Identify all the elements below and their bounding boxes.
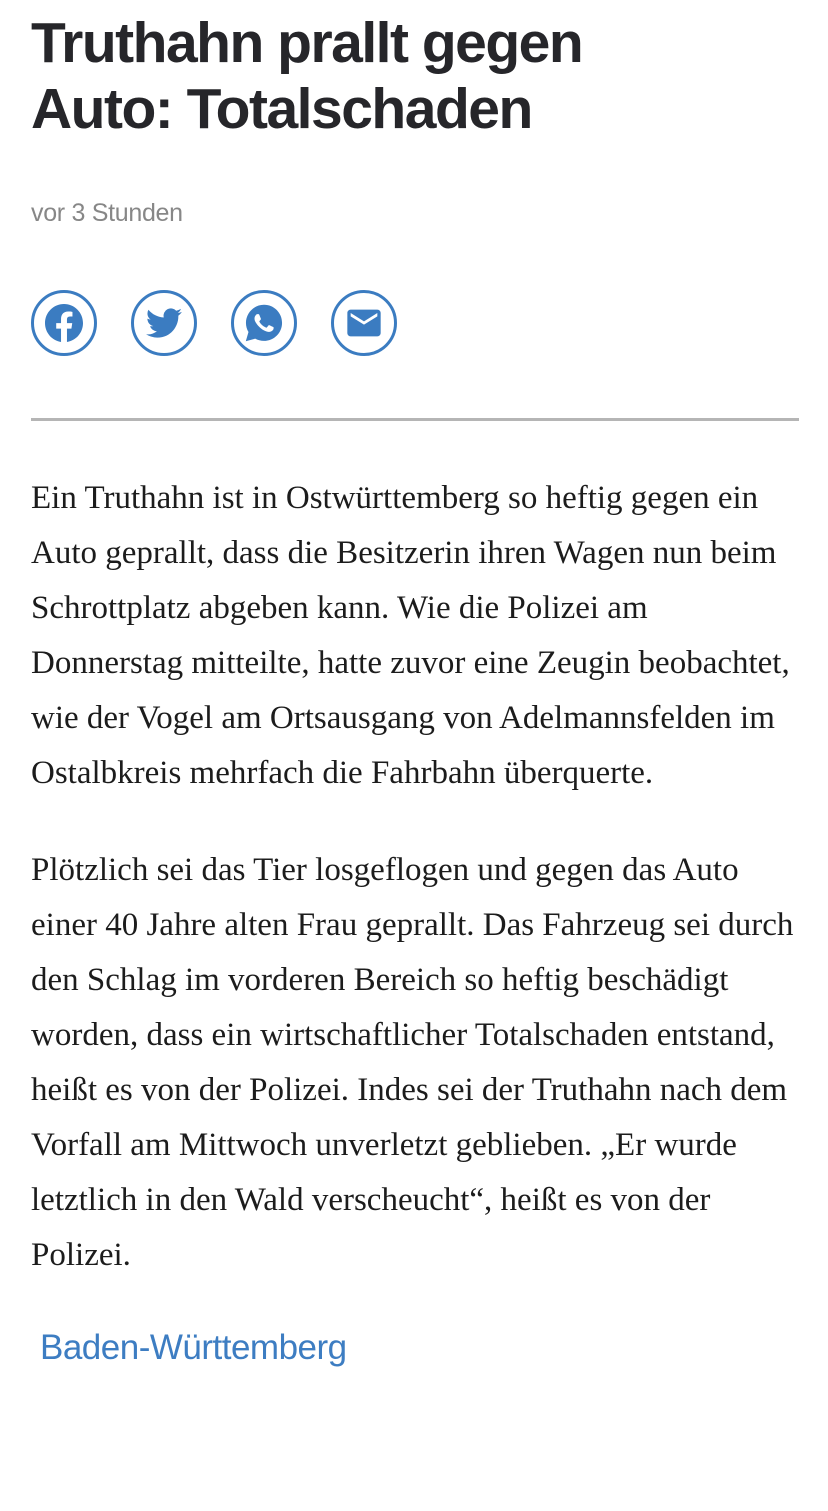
facebook-icon (45, 304, 83, 342)
article-headline: Truthahn prallt gegen Auto: Totalschaden (31, 11, 583, 141)
share-button-row (31, 290, 799, 356)
tag-link-row (31, 1329, 799, 1367)
article-paragraph: Plötzlich sei das Tier losgeflogen und gegen das Auto einer 40 Jahre alten Frau geprallt. Das Fahrzeug sei durch den Schlag im vorderen Bereich so heftig beschädigt worden, dass ein wirtschaftlicher Totalschaden entstand, heißt es von der Polizei. Indes sei der Truthahn nach dem Vorfall am Mittwoch unverletzt geblieben. „Er wurde letztlich in den Wald verscheucht“, heißt es von der Polizei. (31, 852, 794, 1273)
tag-link-baden-wuerttemberg[interactable]: Baden-Württemberg (40, 1328, 347, 1367)
share-twitter-button[interactable] (131, 290, 197, 356)
share-whatsapp-button[interactable] (231, 290, 297, 356)
article-paragraph: Ein Truthahn ist in Ostwürttemberg so heftig gegen ein Auto geprallt, dass die Besitzerin ihren Wagen nun beim Schrottplatz abgeben kann. Wie die Polizei am Donnerstag mitteilte, hatte zuvor eine Zeugin beobachtet, wie der Vogel am Ortsausgang von Adelmannsfelden im Ostalbkreis mehrfach die Fahrbahn überquerte. (31, 480, 790, 791)
twitter-icon (146, 305, 182, 341)
article-body (31, 471, 799, 1283)
share-facebook-button[interactable] (31, 290, 97, 356)
email-icon (344, 303, 384, 343)
article-timestamp: vor 3 Stunden (31, 199, 183, 227)
whatsapp-icon (245, 304, 283, 342)
article-page (0, 10, 828, 1367)
section-divider (31, 418, 799, 421)
share-email-button[interactable] (331, 290, 397, 356)
